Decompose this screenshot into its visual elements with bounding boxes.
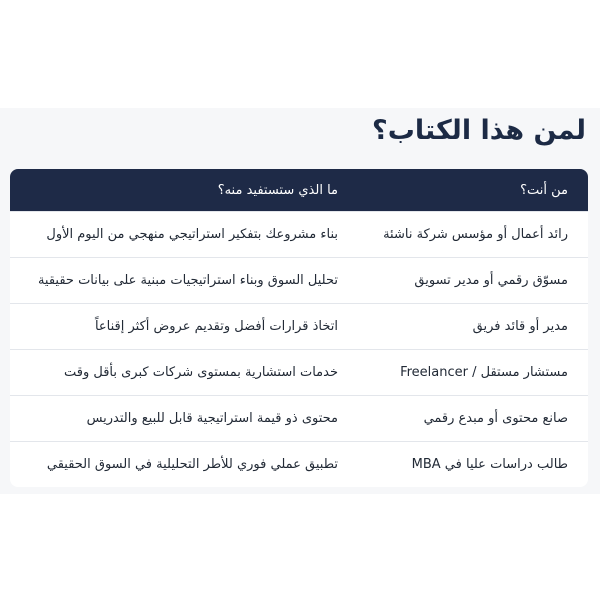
audience-table: [10, 169, 588, 487]
table-row: [10, 211, 588, 257]
audience-cell: مستشار مستقل / Freelancer: [358, 349, 588, 395]
table-row: [10, 349, 588, 395]
audience-cell: مدير أو قائد فريق: [358, 303, 588, 349]
table-row: [10, 441, 588, 487]
column-header-who: من أنت؟: [358, 169, 588, 211]
table-row: [10, 303, 588, 349]
audience-cell: صانع محتوى أو مبدع رقمي: [358, 395, 588, 441]
page-title: لمن هذا الكتاب؟: [372, 115, 586, 146]
benefit-cell: بناء مشروعك بتفكير استراتيجي منهجي من اليوم الأول: [10, 211, 358, 257]
audience-cell: مسوّق رقمي أو مدير تسويق: [358, 257, 588, 303]
table-row: [10, 257, 588, 303]
audience-cell: طالب دراسات عليا في MBA: [358, 441, 588, 487]
benefit-cell: تطبيق عملي فوري للأطر التحليلية في السوق الحقيقي: [10, 441, 358, 487]
benefit-cell: محتوى ذو قيمة استراتيجية قابل للبيع والتدريس: [10, 395, 358, 441]
audience-cell: رائد أعمال أو مؤسس شركة ناشئة: [358, 211, 588, 257]
benefit-cell: اتخاذ قرارات أفضل وتقديم عروض أكثر إقناعاً: [10, 303, 358, 349]
column-header-benefit: ما الذي ستستفيد منه؟: [10, 169, 358, 211]
table-header-row: [10, 169, 588, 211]
table-row: [10, 395, 588, 441]
benefit-cell: تحليل السوق وبناء استراتيجيات مبنية على بيانات حقيقية: [10, 257, 358, 303]
benefit-cell: خدمات استشارية بمستوى شركات كبرى بأقل وقت: [10, 349, 358, 395]
